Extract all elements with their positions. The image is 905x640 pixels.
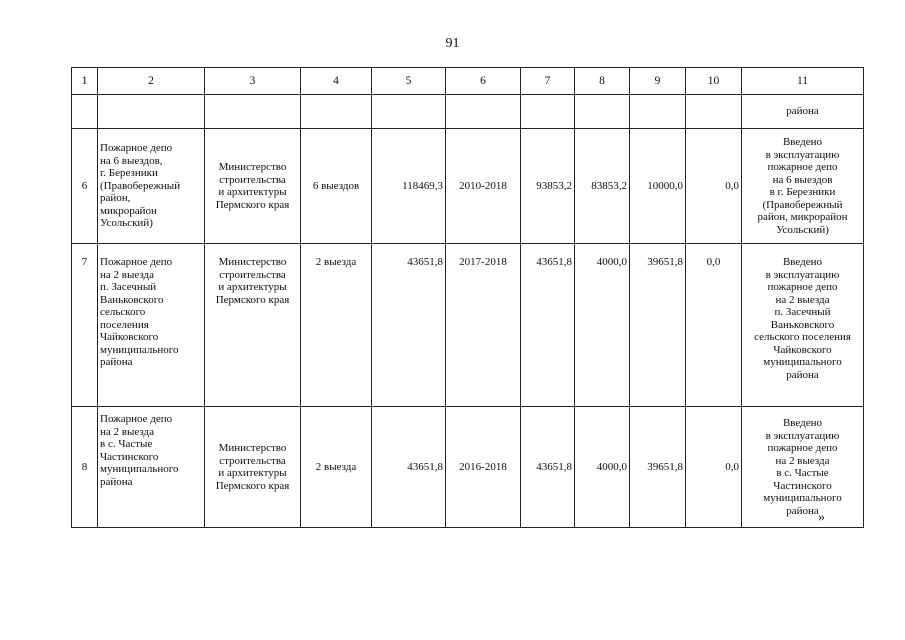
result: Введено в эксплуатацию пожарное депо на 2 выезда п. Засечный Ваньковского сельского поселения Чайковского муниципального района	[742, 244, 864, 407]
investment-table	[71, 67, 864, 528]
header-cell: 6	[446, 68, 521, 95]
capacity: 2 выезда	[301, 407, 372, 528]
period: 2016-2018	[446, 407, 521, 528]
cost: 118469,3	[372, 129, 446, 244]
closing-quote-mark: »	[818, 510, 825, 525]
value-col8: 83853,2	[575, 129, 630, 244]
cost: 43651,8	[372, 407, 446, 528]
value-col7: 93853,2	[521, 129, 575, 244]
capacity: 2 выезда	[301, 244, 372, 407]
header-cell: 10	[686, 68, 742, 95]
page-number: 91	[445, 36, 460, 51]
header-cell: 11	[742, 68, 864, 95]
continuation-text: района	[742, 95, 864, 129]
value-col9: 39651,8	[630, 244, 686, 407]
header-cell: 9	[630, 68, 686, 95]
table-row	[72, 244, 864, 407]
customer: Министерство строительства и архитектуры Пермского края	[205, 407, 301, 528]
cost: 43651,8	[372, 244, 446, 407]
header-row	[72, 68, 864, 95]
capacity: 6 выездов	[301, 129, 372, 244]
period: 2017-2018	[446, 244, 521, 407]
header-cell: 3	[205, 68, 301, 95]
row-number: 8	[72, 407, 98, 528]
value-col8: 4000,0	[575, 244, 630, 407]
result: Введено в эксплуатацию пожарное депо на 2 выезда в с. Частые Частинского муниципального района	[742, 407, 864, 528]
value-col7: 43651,8	[521, 244, 575, 407]
table-row	[72, 129, 864, 244]
value-col8: 4000,0	[575, 407, 630, 528]
header-cell: 2	[98, 68, 205, 95]
header-cell: 7	[521, 68, 575, 95]
object-name: Пожарное депо на 2 выезда в с. Частые Частинского муниципального района	[98, 407, 205, 528]
value-col9: 39651,8	[630, 407, 686, 528]
period: 2010-2018	[446, 129, 521, 244]
object-name: Пожарное депо на 2 выезда п. Засечный Ваньковского сельского поселения Чайковского муниципального района	[98, 244, 205, 407]
table-row	[72, 407, 864, 528]
result: Введено в эксплуатацию пожарное депо на 6 выездов в г. Березники (Правобережный район, микрорайон Усольский)	[742, 129, 864, 244]
header-cell: 4	[301, 68, 372, 95]
value-col10: 0,0	[686, 244, 742, 407]
row-number: 7	[72, 244, 98, 407]
value-col10: 0,0	[686, 407, 742, 528]
customer: Министерство строительства и архитектуры Пермского края	[205, 244, 301, 407]
header-cell: 1	[72, 68, 98, 95]
object-name: Пожарное депо на 6 выездов, г. Березники (Правобережный район, микрорайон Усольский)	[98, 129, 205, 244]
value-col10: 0,0	[686, 129, 742, 244]
value-col9: 10000,0	[630, 129, 686, 244]
value-col7: 43651,8	[521, 407, 575, 528]
row-number: 6	[72, 129, 98, 244]
header-cell: 5	[372, 68, 446, 95]
continuation-row	[72, 95, 864, 129]
header-cell: 8	[575, 68, 630, 95]
customer: Министерство строительства и архитектуры Пермского края	[205, 129, 301, 244]
